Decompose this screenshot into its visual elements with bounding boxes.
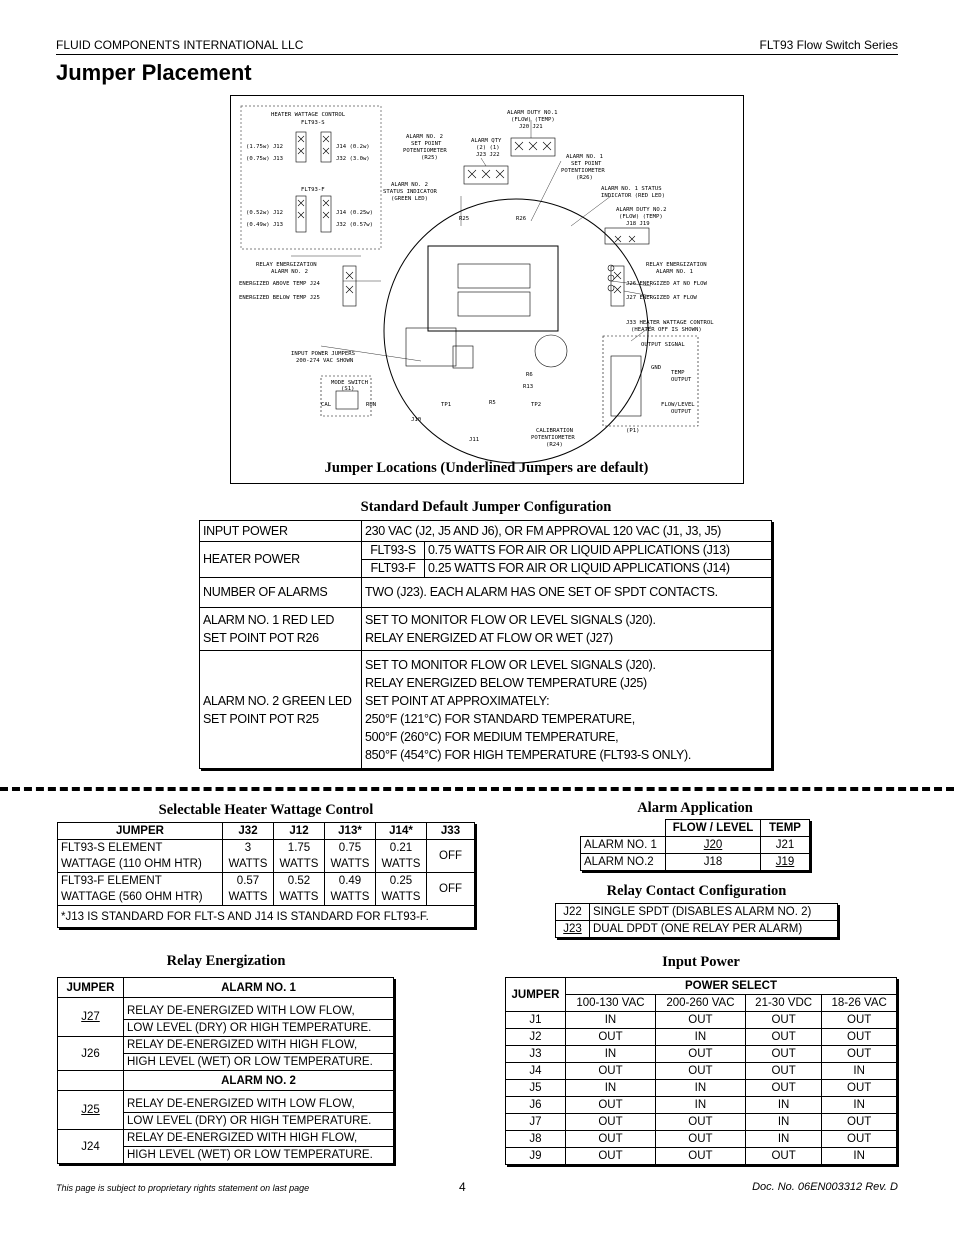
row-value: 0.75 WATTS FOR AIR OR LIQUID APPLICATIONS (J13) <box>425 542 772 560</box>
table-row <box>506 1148 897 1165</box>
svg-text:INDICATOR (RED LED): INDICATOR (RED LED) <box>601 193 665 199</box>
table-row <box>58 1037 394 1054</box>
row-value: 0.25 WATTS FOR AIR OR LIQUID APPLICATIONS (J14) <box>425 560 772 578</box>
svg-text:J18 J19: J18 J19 <box>626 221 650 227</box>
column-header: TEMP <box>761 820 810 837</box>
cell-value: OUT <box>566 1063 656 1080</box>
svg-text:J14 (0.2w): J14 (0.2w) <box>336 144 370 150</box>
svg-text:ALARM NO. 2: ALARM NO. 2 <box>271 269 309 275</box>
row-label: J22 <box>556 904 590 921</box>
row-label: J6 <box>506 1097 566 1114</box>
table-row <box>506 1114 897 1131</box>
row-label: ALARM NO.2 <box>581 854 666 871</box>
cell-value: IN <box>655 1080 745 1097</box>
cell-value: IN <box>566 1046 656 1063</box>
alarm-app-table <box>580 819 810 871</box>
svg-text:RELAY ENERGIZATION: RELAY ENERGIZATION <box>256 262 317 268</box>
row-label: J26 <box>58 1037 124 1071</box>
cell-value: 1.75 <box>287 842 311 854</box>
svg-text:ENERGIZED BELOW TEMP J25: ENERGIZED BELOW TEMP J25 <box>239 295 320 301</box>
cell-value: OUT <box>745 1012 821 1029</box>
table-row <box>58 998 394 1020</box>
cell-value: IN <box>566 1080 656 1097</box>
svg-text:R5: R5 <box>489 400 496 406</box>
column-header: J13* <box>325 823 376 840</box>
cell-value: OUT <box>566 1029 656 1046</box>
table-row <box>506 1029 897 1046</box>
cell-value: RELAY DE-ENERGIZED WITH LOW FLOW, <box>124 998 394 1020</box>
column-header: J14* <box>376 823 427 840</box>
table-row <box>581 854 810 871</box>
cell-value: OUT <box>822 1012 897 1029</box>
row-label: SET POINT POT R25 <box>203 711 319 726</box>
column-header: 200-260 VAC <box>655 995 745 1012</box>
svg-text:OUTPUT SIGNAL: OUTPUT SIGNAL <box>641 342 685 348</box>
column-header: JUMPER <box>58 978 124 998</box>
svg-text:FLOW/LEVEL: FLOW/LEVEL <box>661 402 695 408</box>
cell-value: 0.57 <box>236 875 260 887</box>
cell-value: 3 <box>244 842 252 854</box>
column-header: ALARM NO. 1 <box>124 978 394 998</box>
cell-value: J21 <box>761 837 810 854</box>
row-label: J1 <box>506 1012 566 1029</box>
column-header: J33 <box>427 823 475 840</box>
table-row <box>506 1012 897 1029</box>
cell-unit: WATTS <box>330 891 370 903</box>
svg-text:(HEATER OFF IS SHOWN): (HEATER OFF IS SHOWN) <box>631 327 702 333</box>
column-header: J12 <box>274 823 325 840</box>
svg-text:ALARM NO. 1: ALARM NO. 1 <box>566 154 604 160</box>
table-row <box>556 921 838 938</box>
cell-unit: WATTS <box>381 891 421 903</box>
cell-value: LOW LEVEL (DRY) OR HIGH TEMPERATURE. <box>124 1113 394 1130</box>
cell-value: IN <box>745 1097 821 1114</box>
cell-unit: WATTS <box>330 858 370 870</box>
table-header <box>58 1071 394 1091</box>
svg-text:ALARM NO. 2: ALARM NO. 2 <box>391 182 429 188</box>
cell-unit: WATTS <box>279 858 319 870</box>
row-label: J4 <box>506 1063 566 1080</box>
cell-value: IN <box>745 1131 821 1148</box>
column-header: 21-30 VDC <box>745 995 821 1012</box>
table-row <box>581 837 810 854</box>
svg-text:POTENTIOMETER: POTENTIOMETER <box>531 435 575 441</box>
row-value: TWO (J23). EACH ALARM HAS ONE SET OF SPDT CONTACTS. <box>362 578 772 608</box>
svg-text:(2) (1): (2) (1) <box>476 145 500 151</box>
row-value: 250°F (121°C) FOR STANDARD TEMPERATURE, <box>365 711 635 726</box>
row-value: SET TO MONITOR FLOW OR LEVEL SIGNALS (J20). <box>365 657 656 672</box>
table-row <box>556 904 838 921</box>
svg-text:J26 ENERGIZED AT NO FLOW: J26 ENERGIZED AT NO FLOW <box>626 281 707 287</box>
table-row <box>200 521 772 542</box>
cell-value: LOW LEVEL (DRY) OR HIGH TEMPERATURE. <box>124 1020 394 1037</box>
row-label: FLT93-S ELEMENT <box>61 842 163 854</box>
svg-text:J20 J21: J20 J21 <box>519 124 543 130</box>
jumper-diagram <box>230 95 744 484</box>
svg-text:(0.49w) J13: (0.49w) J13 <box>246 222 284 228</box>
cell-value: IN <box>655 1029 745 1046</box>
input-power-table <box>505 977 897 1165</box>
cell-value: OUT <box>745 1080 821 1097</box>
svg-text:ALARM NO. 1: ALARM NO. 1 <box>656 269 694 275</box>
table-row <box>58 873 475 906</box>
svg-text:(0.52w) J12: (0.52w) J12 <box>246 210 284 216</box>
cell-value: RELAY DE-ENERGIZED WITH HIGH FLOW, <box>124 1130 394 1147</box>
svg-text:(S1): (S1) <box>341 386 355 392</box>
svg-text:INPUT POWER JUMPERS: INPUT POWER JUMPERS <box>291 351 355 357</box>
table-row <box>200 542 772 560</box>
cell-value: OUT <box>655 1046 745 1063</box>
row-value: 500°F (260°C) FOR MEDIUM TEMPERATURE, <box>365 729 619 744</box>
table-row <box>506 1080 897 1097</box>
svg-text:FLT93-F: FLT93-F <box>301 187 325 193</box>
svg-text:J11: J11 <box>469 437 480 443</box>
input-power-title: Input Power <box>662 954 740 970</box>
doc-number: Doc. No. 06EN003312 Rev. D <box>752 1181 898 1193</box>
row-label: WATTAGE (560 OHM HTR) <box>61 891 203 903</box>
cell-value: OUT <box>566 1097 656 1114</box>
svg-text:TP2: TP2 <box>531 402 542 408</box>
table-row <box>506 1046 897 1063</box>
cell-value: OUT <box>822 1046 897 1063</box>
circuit-board-drawing <box>231 96 742 482</box>
table-row <box>58 906 475 928</box>
svg-text:RELAY ENERGIZATION: RELAY ENERGIZATION <box>646 262 707 268</box>
alarm-app-title: Alarm Application <box>637 800 753 816</box>
table-row <box>200 608 772 651</box>
cell-value: OUT <box>745 1029 821 1046</box>
svg-text:(FLOW) (TEMP): (FLOW) (TEMP) <box>619 214 663 220</box>
row-value: 230 VAC (J2, J5 AND J6), OR FM APPROVAL 120 VAC (J1, J3, J5) <box>362 521 772 542</box>
svg-text:(P1): (P1) <box>626 428 640 434</box>
table-header <box>581 820 810 837</box>
column-header: JUMPER <box>58 823 223 840</box>
svg-text:ALARM DUTY NO.2: ALARM DUTY NO.2 <box>616 207 667 213</box>
page-title: Jumper Placement <box>56 60 252 85</box>
cell-value: OUT <box>655 1131 745 1148</box>
cell-value: IN <box>655 1097 745 1114</box>
relay-contact-table <box>555 903 838 938</box>
row-label: J5 <box>506 1080 566 1097</box>
table-header <box>58 978 394 998</box>
svg-text:STATUS INDICATOR: STATUS INDICATOR <box>383 189 437 195</box>
cell-value: SINGLE SPDT (DISABLES ALARM NO. 2) <box>590 904 838 921</box>
cell-value: OUT <box>822 1029 897 1046</box>
cell-value: 0.21 <box>389 842 413 854</box>
cell-value: 0.25 <box>389 875 413 887</box>
cell-unit: WATTS <box>228 891 268 903</box>
row-value: SET POINT AT APPROXIMATELY: <box>365 693 550 708</box>
svg-text:RUN: RUN <box>366 402 377 408</box>
svg-text:(R24): (R24) <box>546 442 563 448</box>
column-header: POWER SELECT <box>566 978 897 995</box>
row-label: J27 <box>58 998 124 1037</box>
svg-text:FLT93-S: FLT93-S <box>301 120 325 126</box>
svg-text:CAL: CAL <box>321 402 332 408</box>
cell-value: IN <box>822 1063 897 1080</box>
table-row <box>58 1091 394 1113</box>
cell-value: IN <box>566 1012 656 1029</box>
cell-value: OUT <box>655 1114 745 1131</box>
svg-text:ALARM NO. 1 STATUS: ALARM NO. 1 STATUS <box>601 186 662 192</box>
table-row <box>506 1063 897 1080</box>
heater-table <box>57 822 475 928</box>
relay-contact-title: Relay Contact Configuration <box>606 883 787 899</box>
column-header: 18-26 VAC <box>822 995 897 1012</box>
svg-text:POTENTIOMETER: POTENTIOMETER <box>561 168 605 174</box>
svg-text:J23 J22: J23 J22 <box>476 152 500 158</box>
svg-text:J32 (3.0w): J32 (3.0w) <box>336 156 370 162</box>
model-cell: FLT93-S <box>362 542 425 560</box>
svg-text:J32 (0.57w): J32 (0.57w) <box>336 222 374 228</box>
cell-value: OFF <box>427 840 475 873</box>
table-row <box>506 1131 897 1148</box>
svg-text:200-274 VAC SHOWN: 200-274 VAC SHOWN <box>296 358 354 364</box>
column-header: FLOW / LEVEL <box>666 820 761 837</box>
row-label: ALARM NO. 2 GREEN LED <box>203 693 352 708</box>
header-rule <box>56 54 898 55</box>
row-label: ALARM NO. 1 RED LED <box>203 613 335 627</box>
row-label: HEATER POWER <box>200 542 362 578</box>
svg-text:OUTPUT: OUTPUT <box>671 409 692 415</box>
cell-value: HIGH LEVEL (WET) OR LOW TEMPERATURE. <box>124 1147 394 1164</box>
page-number: 4 <box>459 1180 466 1194</box>
row-value: 850°F (454°C) FOR HIGH TEMPERATURE (FLT93-S ONLY). <box>365 747 692 762</box>
table-header <box>58 823 475 840</box>
column-header: 100-130 VAC <box>566 995 656 1012</box>
svg-text:SET POINT: SET POINT <box>571 161 602 167</box>
row-label: NUMBER OF ALARMS <box>200 578 362 608</box>
svg-text:J10: J10 <box>411 417 422 423</box>
svg-text:TEMP: TEMP <box>671 370 685 376</box>
cell-value: IN <box>822 1148 897 1165</box>
cell-value: 0.75 <box>338 842 362 854</box>
cell-value: IN <box>822 1097 897 1114</box>
svg-text:ALARM DUTY NO.1: ALARM DUTY NO.1 <box>507 110 558 116</box>
svg-text:CALIBRATION: CALIBRATION <box>536 428 574 434</box>
column-header: ALARM NO. 2 <box>124 1071 394 1091</box>
svg-text:R25: R25 <box>459 216 470 222</box>
table-row <box>506 1097 897 1114</box>
row-label: FLT93-F ELEMENT <box>61 875 162 887</box>
svg-text:ALARM QTY: ALARM QTY <box>471 138 502 144</box>
model-cell: FLT93-F <box>362 560 425 578</box>
cell-value: OUT <box>822 1131 897 1148</box>
cell-value: OUT <box>655 1063 745 1080</box>
svg-text:TP1: TP1 <box>441 402 452 408</box>
row-value: SET TO MONITOR FLOW OR LEVEL SIGNALS (J20). <box>365 613 656 627</box>
cell-value: OUT <box>655 1148 745 1165</box>
cell-value: OUT <box>566 1114 656 1131</box>
row-label: J24 <box>58 1130 124 1164</box>
cell-value: OUT <box>745 1148 821 1165</box>
svg-text:(R26): (R26) <box>576 175 593 181</box>
svg-text:(FLOW) (TEMP): (FLOW) (TEMP) <box>511 117 555 123</box>
svg-text:ENERGIZED ABOVE TEMP J24: ENERGIZED ABOVE TEMP J24 <box>239 281 320 287</box>
section-divider <box>0 787 954 791</box>
series-name: FLT93 Flow Switch Series <box>759 38 898 52</box>
table-row <box>58 840 475 873</box>
row-label: SET POINT POT R26 <box>203 631 319 645</box>
svg-text:SET POINT: SET POINT <box>411 141 442 147</box>
cell-value: J19 <box>761 854 810 871</box>
footer-note: This page is subject to proprietary rights statement on last page <box>56 1183 310 1193</box>
svg-text:R13: R13 <box>523 384 534 390</box>
row-label: J3 <box>506 1046 566 1063</box>
svg-text:R6: R6 <box>526 372 533 378</box>
cell-unit: WATTS <box>228 858 268 870</box>
footnote: *J13 IS STANDARD FOR FLT-S AND J14 IS STANDARD FOR FLT93-F. <box>58 906 475 928</box>
row-value: RELAY ENERGIZED AT FLOW OR WET (J27) <box>365 631 613 645</box>
svg-text:J14 (0.25w): J14 (0.25w) <box>336 210 374 216</box>
svg-text:(1.75w) J12: (1.75w) J12 <box>246 144 284 150</box>
row-label: J7 <box>506 1114 566 1131</box>
svg-text:POTENTIOMETER: POTENTIOMETER <box>403 148 447 154</box>
cell-value: J20 <box>666 837 761 854</box>
cell-unit: WATTS <box>381 858 421 870</box>
cell-value: RELAY DE-ENERGIZED WITH LOW FLOW, <box>124 1091 394 1113</box>
svg-text:ALARM NO. 2: ALARM NO. 2 <box>406 134 444 140</box>
cell-value: OUT <box>822 1114 897 1131</box>
diagram-caption: Jumper Locations (Underlined Jumpers are default) <box>324 460 649 476</box>
company-name: FLUID COMPONENTS INTERNATIONAL LLC <box>56 38 304 52</box>
cell-unit: WATTS <box>279 891 319 903</box>
svg-text:HEATER WATTAGE CONTROL: HEATER WATTAGE CONTROL <box>271 112 346 118</box>
svg-text:MODE SWITCH: MODE SWITCH <box>331 380 369 386</box>
table-row <box>200 578 772 608</box>
relay-energ-title: Relay Energization <box>166 953 286 969</box>
column-header: JUMPER <box>506 978 566 1012</box>
svg-text:(R25): (R25) <box>421 155 438 161</box>
std-config-title: Standard Default Jumper Configuration <box>360 499 612 515</box>
table-row <box>200 651 772 769</box>
row-label: J25 <box>58 1091 124 1130</box>
row-label: ALARM NO. 1 <box>581 837 666 854</box>
svg-text:GND: GND <box>651 365 662 371</box>
svg-text:(GREEN LED): (GREEN LED) <box>391 196 429 202</box>
row-label: J8 <box>506 1131 566 1148</box>
std-config-table <box>199 520 772 769</box>
row-label: WATTAGE (110 OHM HTR) <box>61 858 202 870</box>
cell-value: J18 <box>666 854 761 871</box>
column-header: J32 <box>223 823 274 840</box>
row-label: INPUT POWER <box>200 521 362 542</box>
cell-value: 0.52 <box>287 875 311 887</box>
row-label: J9 <box>506 1148 566 1165</box>
cell-value: OUT <box>745 1046 821 1063</box>
row-value: RELAY ENERGIZED BELOW TEMPERATURE (J25) <box>365 675 647 690</box>
svg-text:OUTPUT: OUTPUT <box>671 377 692 383</box>
cell-value: OUT <box>745 1063 821 1080</box>
svg-text:J27 ENERGIZED AT FLOW: J27 ENERGIZED AT FLOW <box>626 295 697 301</box>
cell-value: OUT <box>822 1080 897 1097</box>
row-label: J23 <box>556 921 590 938</box>
cell-value: IN <box>745 1114 821 1131</box>
cell-value: RELAY DE-ENERGIZED WITH HIGH FLOW, <box>124 1037 394 1054</box>
heater-title: Selectable Heater Wattage Control <box>158 802 374 818</box>
cell-value: OUT <box>566 1131 656 1148</box>
cell-value: OUT <box>566 1148 656 1165</box>
cell-value: 0.49 <box>338 875 362 887</box>
cell-value: DUAL DPDT (ONE RELAY PER ALARM) <box>590 921 838 938</box>
relay-energ-table <box>57 977 394 1164</box>
cell-value: OFF <box>427 873 475 906</box>
cell-value: OUT <box>655 1012 745 1029</box>
svg-text:J33 HEATER WATTAGE CONTROL: J33 HEATER WATTAGE CONTROL <box>626 320 714 326</box>
cell-value: HIGH LEVEL (WET) OR LOW TEMPERATURE. <box>124 1054 394 1071</box>
svg-text:(0.75w) J13: (0.75w) J13 <box>246 156 284 162</box>
svg-text:R26: R26 <box>516 216 527 222</box>
table-row <box>58 1130 394 1147</box>
row-label: J2 <box>506 1029 566 1046</box>
table-header <box>506 978 897 995</box>
